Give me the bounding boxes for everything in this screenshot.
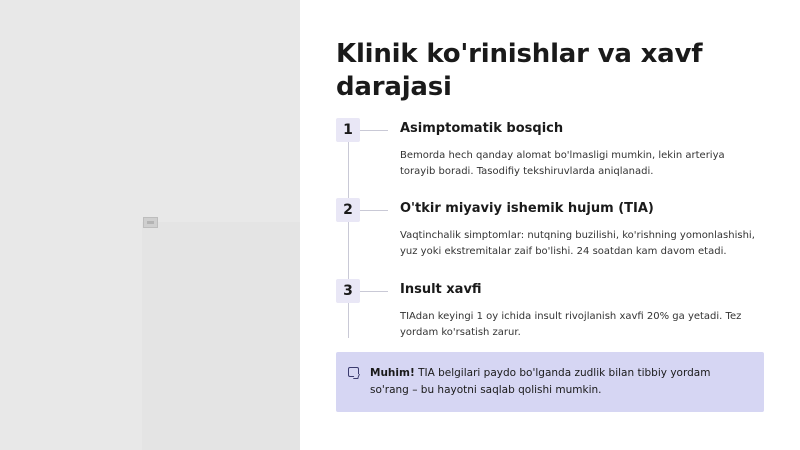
step-title: O'tkir miyaviy ishemik hujum (TIA) bbox=[400, 201, 654, 216]
timeline-line bbox=[348, 138, 349, 338]
slide-title: Klinik ko'rinishlar va xavf darajasi bbox=[336, 39, 703, 102]
step-number-badge: 2 bbox=[336, 198, 360, 222]
step-description: TIAdan keyingi 1 oy ichida insult rivojlanish xavfi 20% ga yetadi. Tez yordam ko'rsatish zarur. bbox=[400, 311, 742, 338]
step-title: Insult xavfi bbox=[400, 282, 482, 297]
step-number-badge: 1 bbox=[336, 118, 360, 142]
left-image-panel bbox=[0, 0, 300, 450]
callout-text bbox=[370, 365, 750, 399]
step-connector bbox=[360, 130, 388, 131]
callout-label: Muhim! bbox=[370, 367, 415, 379]
step-number-badge: 3 bbox=[336, 279, 360, 303]
callout-body: TIA belgilari paydo bo'lganda zudlik bilan tibbiy yordam so'rang – bu hayotni saqlab qolishi mumkin. bbox=[370, 367, 711, 396]
step-connector bbox=[360, 291, 388, 292]
note-icon bbox=[348, 367, 359, 377]
broken-image-icon bbox=[143, 217, 158, 228]
step-connector bbox=[360, 210, 388, 211]
step-description: Vaqtinchalik simptomlar: nutqning buzilishi, ko'rishning yomonlashishi, yuz yoki ekstremitalar zaif bo'lishi. 24 soatdan kam davom etadi. bbox=[400, 230, 755, 257]
image-area bbox=[142, 222, 300, 450]
step-title: Asimptomatik bosqich bbox=[400, 121, 564, 136]
slide-content bbox=[300, 0, 800, 450]
important-callout bbox=[336, 352, 764, 412]
step-description: Bemorda hech qanday alomat bo'lmasligi mumkin, lekin arteriya torayib boradi. Tasodifiy tekshiruvlarda aniqlanadi. bbox=[400, 150, 725, 177]
